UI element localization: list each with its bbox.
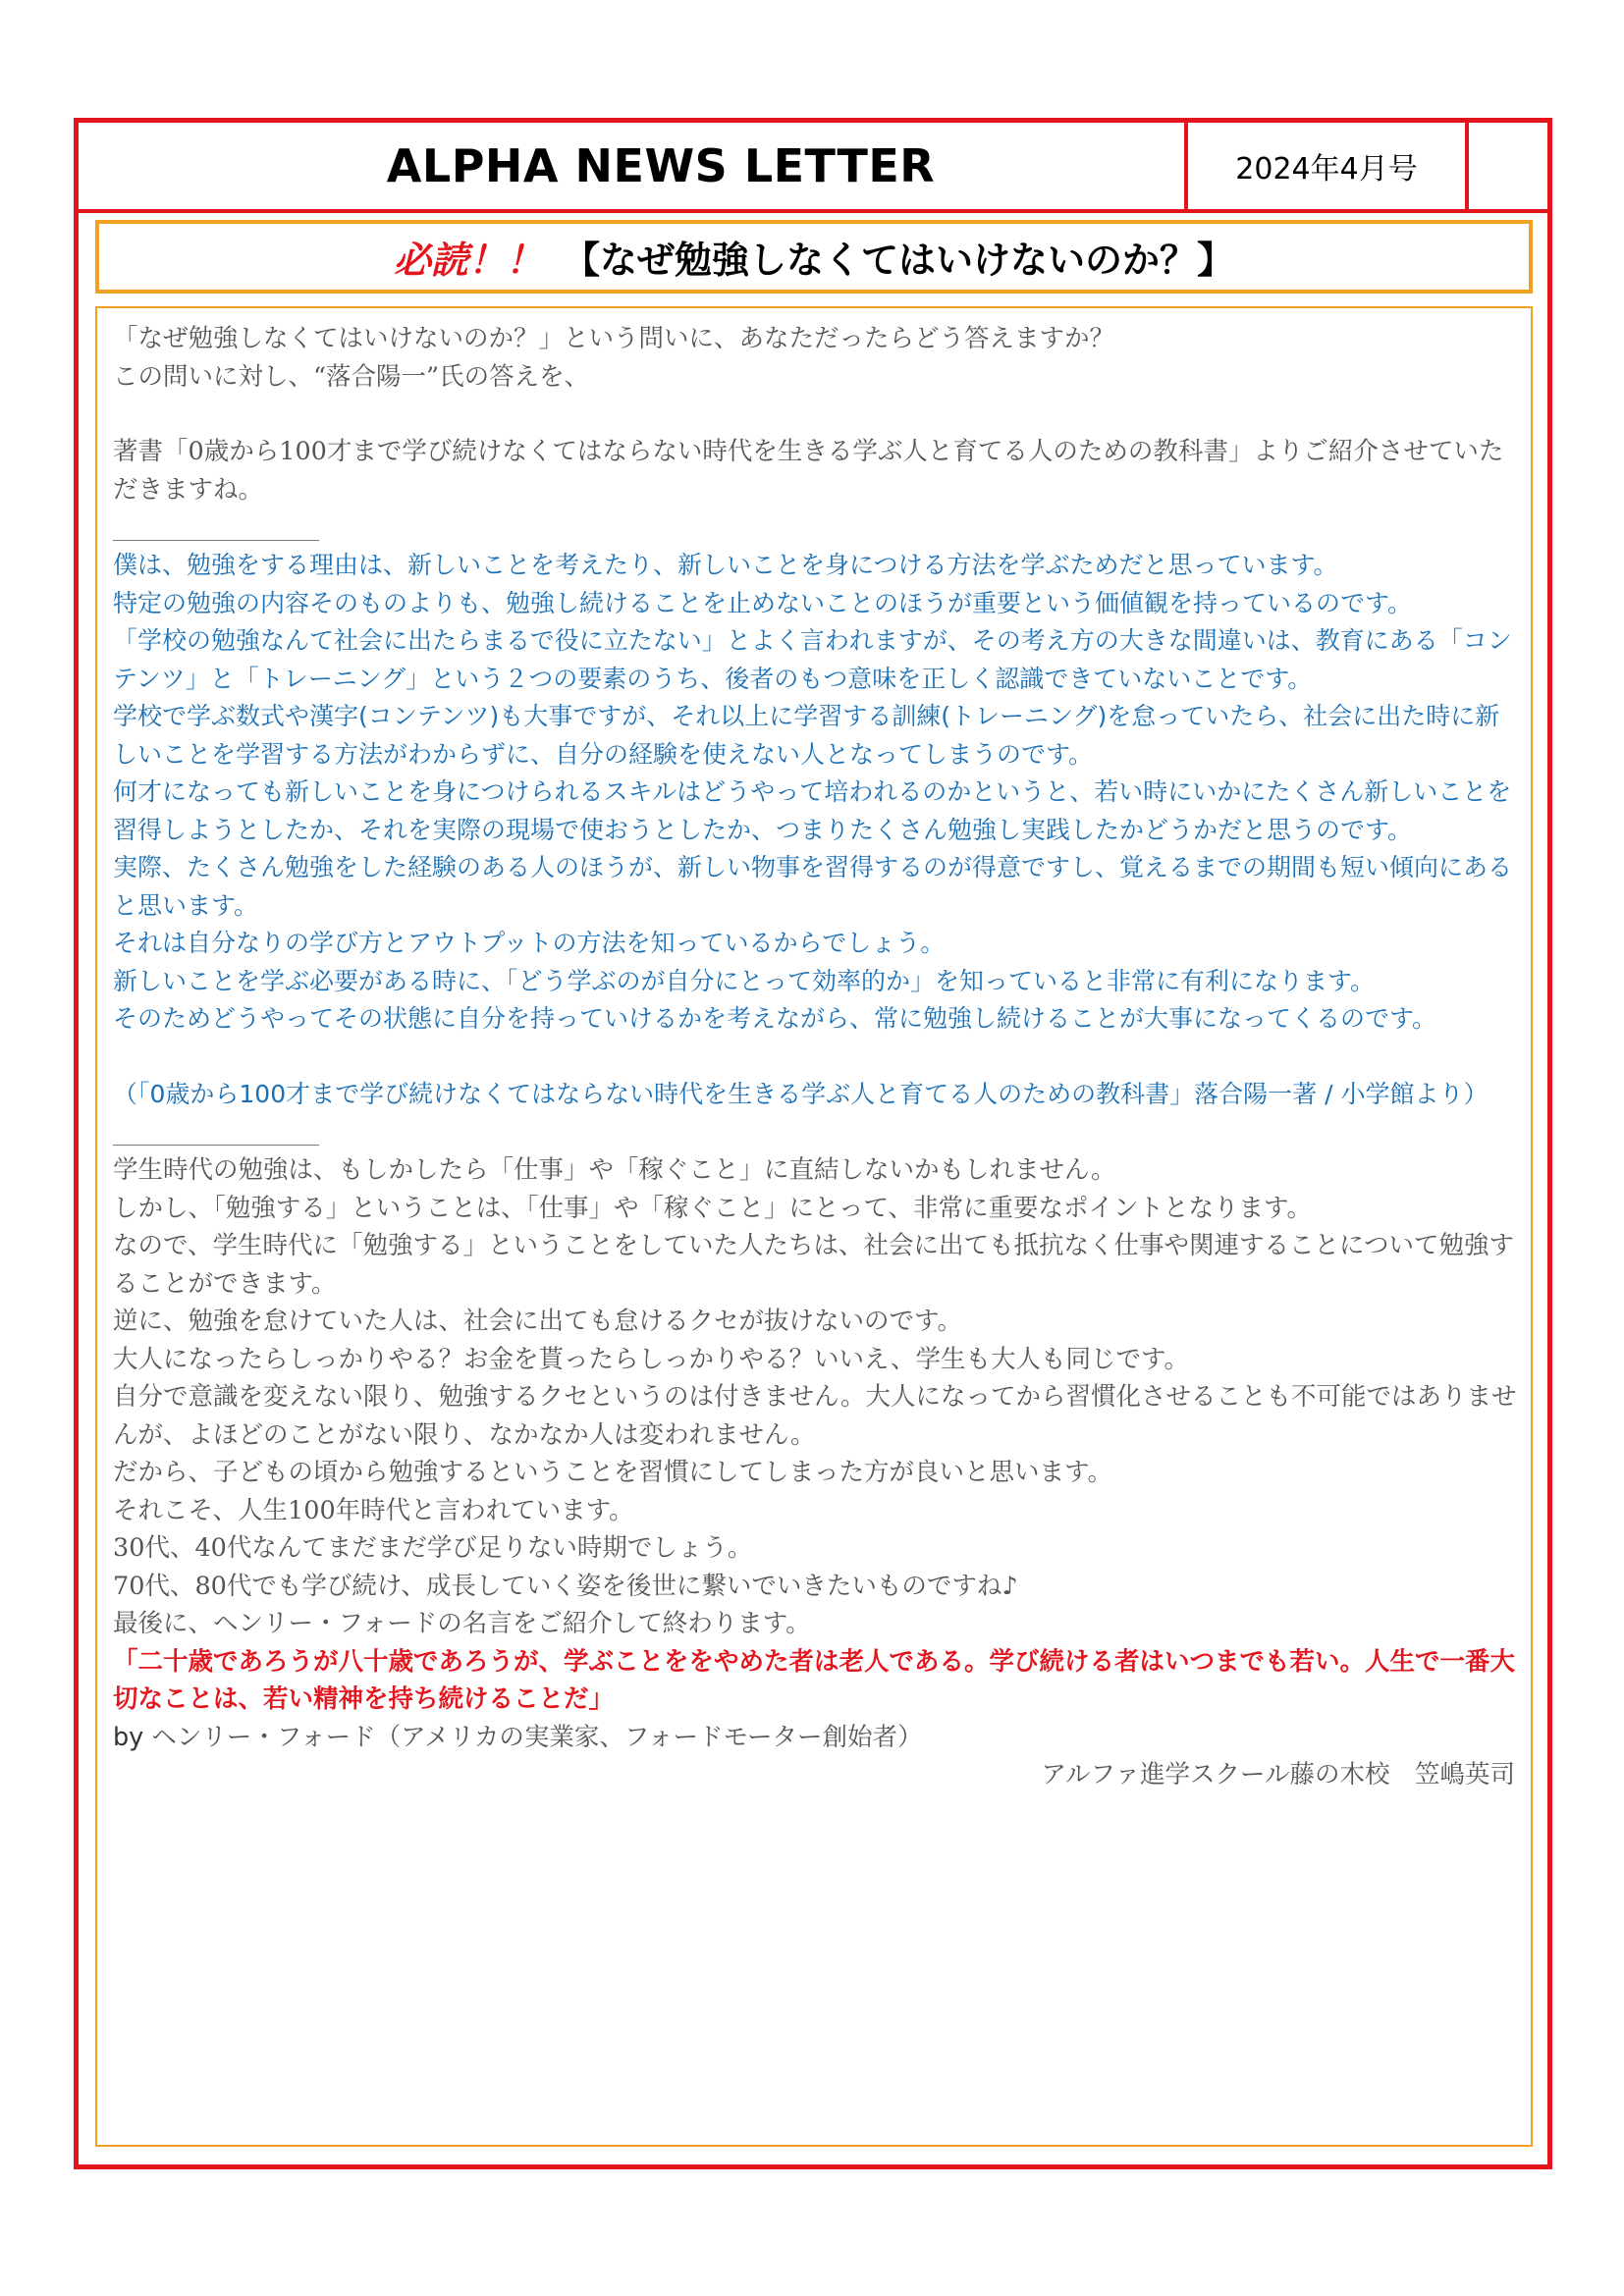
issue-date: 2024年4月号 — [1235, 152, 1418, 187]
body-paragraph: 最後に、ヘンリー・フォードの名言をご紹介して終わります。 — [113, 1609, 811, 1638]
article-body — [95, 306, 1533, 2147]
quote-paragraph: そのためどうやってその状態に自分を持っていけるかを考えながら、常に勉強し続けることが大事になってくるのです。 — [113, 1004, 1437, 1033]
body-paragraph: 自分で意識を変えない限り、勉強するクセというのは付きません。大人になってから習慣化させることも不可能ではありませんが、よほどのことがない限り、なかなか人は変われません。 — [113, 1382, 1517, 1450]
quote-source: （「0歳から100才まで学び続けなくてはならない時代を生きる学ぶ人と育てる人のための教科書」落合陽一著 / 小学館より） — [113, 1079, 1489, 1108]
body-paragraph: なので、学生時代に「勉強する」ということをしていた人たちは、社会に出ても抵抗なく仕事や関連することについて勉強することができます。 — [113, 1231, 1514, 1299]
famous-quote: 「二十歳であろうが八十歳であろうが、学ぶことををやめた者は老人である。学び続ける者はいつまでも若い。人生で一番大切なことは、若い精神を持ち続けることだ」 — [113, 1646, 1516, 1714]
headline-title: 【なぜ勉強しなくてはいけないのか？】 — [563, 239, 1235, 282]
header-row — [79, 123, 1547, 213]
body-paragraph: それこそ、人生100年時代と言われています。 — [113, 1495, 634, 1525]
quote-paragraph: それは自分なりの学び方とアウトプットの方法を知っているからでしょう。 — [113, 929, 946, 957]
spacer — [113, 1039, 1517, 1076]
attribution-by: by — [113, 1722, 144, 1752]
author-signature: アルファ進学スクール藤の木校 笠嶋英司 — [1041, 1760, 1515, 1789]
quote-paragraph: 学校で学ぶ数式や漢字(コンテンツ)も大事ですが、それ以上に学習する訓練(トレーニング)を怠っていたら、社会に出た時に新しいことを学習する方法がわからずに、自分の経験を使えない人となってしまうのです。 — [113, 702, 1500, 769]
quote-paragraph: 何才になっても新しいことを身につけられるスキルはどうやって培われるのかというと、若い時にいかにたくさん新しいことを習得しようとしたか、それを実際の現場で使おうとしたか、つまりたくさん勉強し実践したかどうかだと思うのです。 — [113, 777, 1512, 844]
date-cell — [1188, 123, 1469, 209]
quote-paragraph: 「学校の勉強なんて社会に出たらまるで役に立たない」とよく言われますが、その考え方の大きな間違いは、教育にある「コンテンツ」と「トレーニング」という２つの要素のうち、後者のもつ意味を正しく認識できていないことです。 — [113, 626, 1512, 693]
quote-paragraph: 新しいことを学ぶ必要がある時に、「どう学ぶのが自分にとって効率的か」を知っていると非常に有利になります。 — [113, 966, 1376, 995]
section-divider — [113, 540, 319, 541]
body-paragraph: 70代、80代でも学び続け、成長していく姿を後世に繋いでいきたいものですね♪ — [113, 1571, 1018, 1601]
newsletter-title: ALPHA NEWS LETTER — [386, 139, 936, 192]
body-paragraph: しかし、「勉強する」ということは、「仕事」や「稼ぐこと」にとって、非常に重要なポイントとなります。 — [113, 1193, 1312, 1223]
body-paragraph: 大人になったらしっかりやる？お金を貰ったらしっかりやる？いいえ、学生も大人も同じです。 — [113, 1344, 1189, 1374]
newsletter-frame — [74, 118, 1552, 2169]
body-paragraph: 30代、40代なんてまだまだ学び足りない時期でしょう。 — [113, 1533, 753, 1563]
headline-emphasis: 必読！！ — [393, 239, 543, 282]
title-cell — [79, 123, 1188, 209]
intro-line: 「なぜ勉強しなくてはいけないのか？」という問いに、あなただったらどう答えますか？ — [113, 324, 1115, 353]
quote-paragraph: 特定の勉強の内容そのものよりも、勉強し続けることを止めないことのほうが重要という価値観を持っているのです。 — [113, 588, 1413, 617]
quote-paragraph: 実際、たくさん勉強をした経験のある人のほうが、新しい物事を習得するのが得意ですし、覚えるまでの期間も短い傾向にあると思います。 — [113, 853, 1513, 920]
attribution-text: ヘンリー・フォード（アメリカの実業家、フォードモーター創始者） — [143, 1722, 923, 1752]
section-divider — [113, 1145, 319, 1146]
spacer — [113, 396, 1517, 433]
intro-line: この問いに対し、“落合陽一”氏の答えを、 — [113, 361, 590, 392]
attribution-line — [113, 1719, 1517, 1757]
body-paragraph: 逆に、勉強を怠けていた人は、社会に出ても怠けるクセが抜けないのです。 — [113, 1307, 962, 1336]
intro-line: 著書「0歳から100才まで学び続けなくてはならない時代を生きる学ぶ人と育てる人のための教科書」よりご紹介させていただきますね。 — [113, 437, 1504, 505]
quote-paragraph: 僕は、勉強をする理由は、新しいことを考えたり、新しいことを身につける方法を学ぶためだと思っています。 — [113, 551, 1338, 579]
body-paragraph: だから、子どもの頃から勉強するということを習慣にしてしまった方が良いと思います。 — [113, 1458, 1112, 1487]
body-paragraph: 学生時代の勉強は、もしかしたら「仕事」や「稼ぐこと」に直結しないかもしれません。 — [113, 1155, 1116, 1185]
headline-box — [95, 220, 1533, 294]
